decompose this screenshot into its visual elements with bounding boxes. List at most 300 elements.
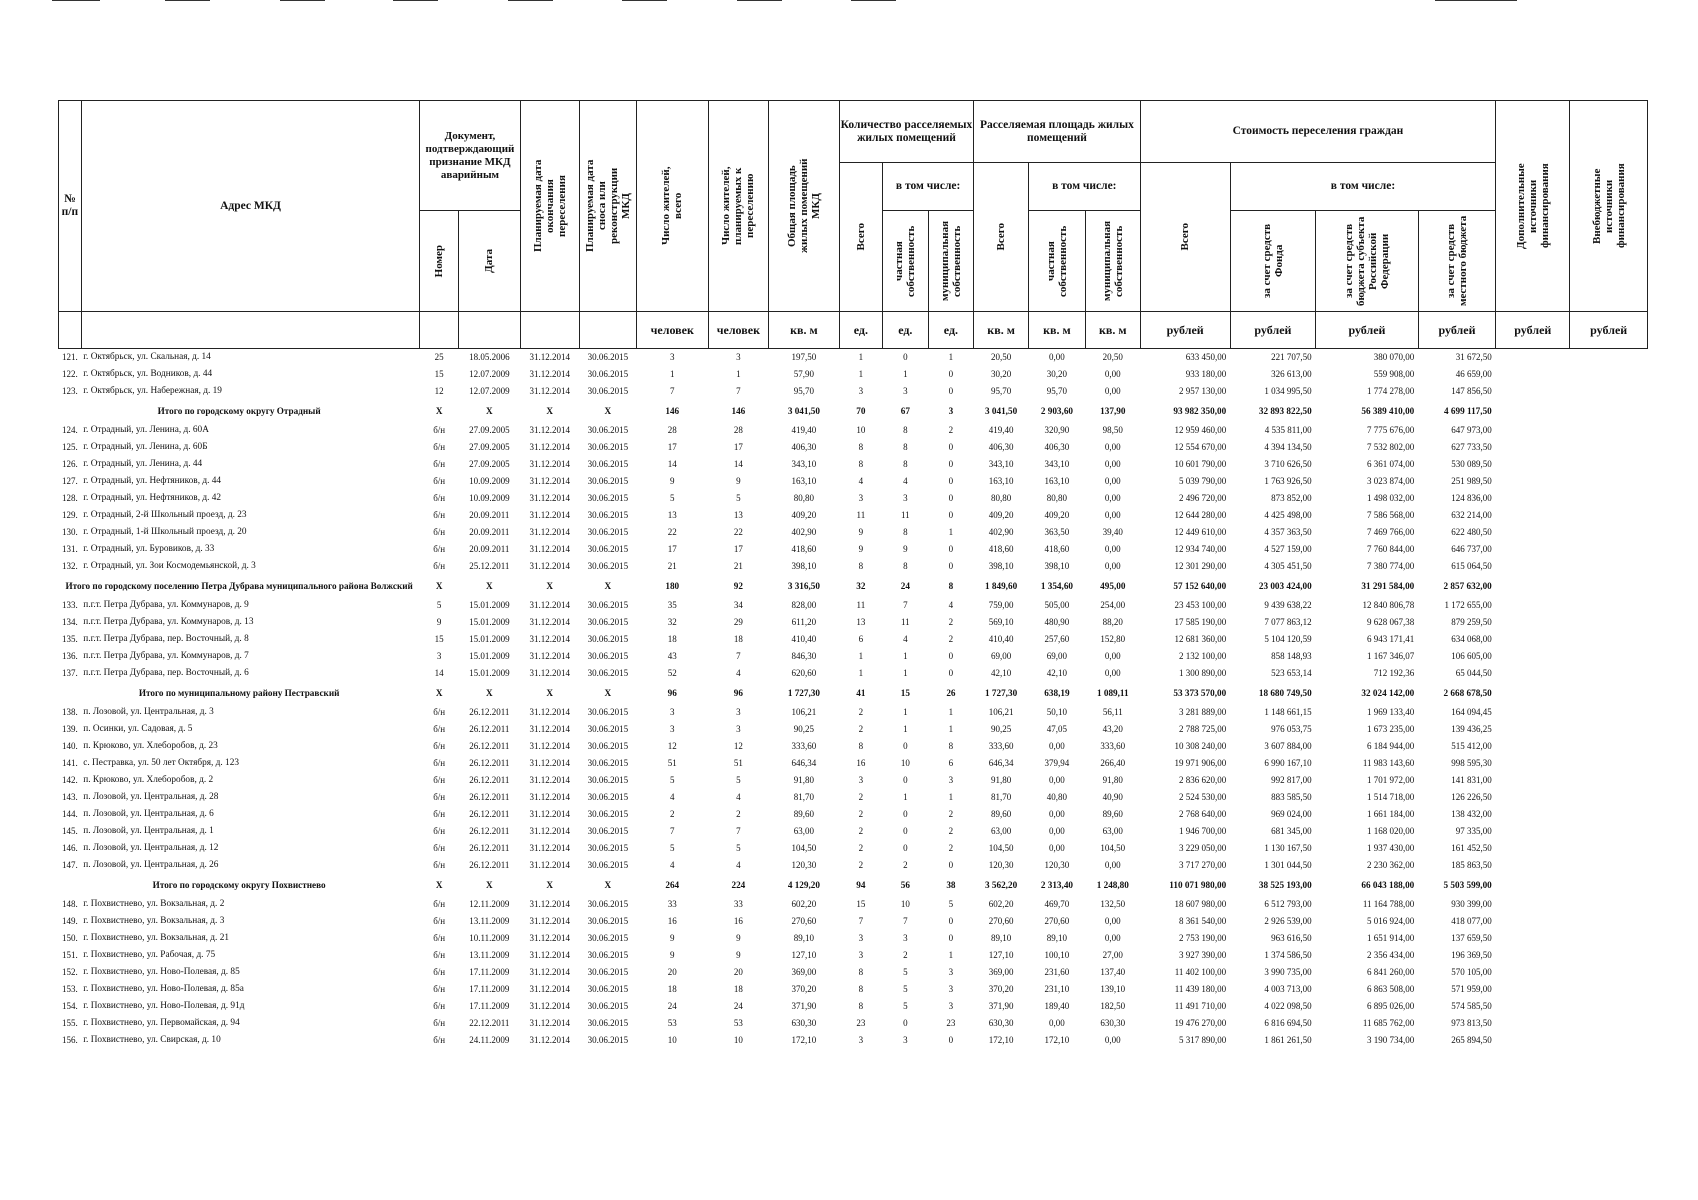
cell-sqm: 89,60 <box>1102 809 1123 819</box>
col-planned-demolition-header: Планируемая дата сноса или реконструкции МКД <box>583 159 632 253</box>
cell-cntm: 0 <box>948 916 954 926</box>
table-row <box>59 490 1648 507</box>
cell-cost: 17 585 190,00 <box>1174 617 1227 627</box>
cell-resp: 20 <box>733 967 743 977</box>
table-row <box>59 1032 1648 1049</box>
cell-cost: 57 152 640,00 <box>1173 580 1227 591</box>
cell-additional <box>1496 930 1570 947</box>
col-count-group-header: Количество расселяемых жилых помещений <box>839 101 974 163</box>
cell-end: 31.12.2014 <box>529 792 570 802</box>
cell-sqp: 120,30 <box>1044 860 1070 870</box>
cell-cntp: 8 <box>903 561 908 571</box>
cell-sqp: 89,10 <box>1046 933 1068 943</box>
cell-loc: 570 105,00 <box>1451 967 1492 977</box>
cell-num: 14 <box>434 668 444 678</box>
scan-mark <box>508 0 553 5</box>
cell-cost: 11 439 180,00 <box>1174 984 1227 994</box>
cell-loc: 615 064,50 <box>1451 561 1492 571</box>
cell-sq: 406,30 <box>988 442 1014 452</box>
cell-additional <box>1496 507 1570 524</box>
cell-subj: 11 685 762,00 <box>1362 1018 1415 1028</box>
cell-sq: 3 562,20 <box>985 879 1018 890</box>
cell-no: 122. <box>62 369 78 379</box>
cell-cntm: 0 <box>948 544 954 554</box>
table-row <box>59 738 1648 755</box>
cell-date: 15.01.2009 <box>469 617 510 627</box>
cell-date: 22.12.2011 <box>469 1018 510 1028</box>
cell-cnt: 2 <box>858 843 864 853</box>
cell-area: 81,70 <box>793 792 815 802</box>
cell-cost: 110 071 980,00 <box>1169 879 1227 890</box>
cell-additional <box>1496 541 1570 558</box>
cell-subj: 1 701 972,00 <box>1367 775 1415 785</box>
cell-sq: 398,10 <box>988 561 1014 571</box>
cell-fund: 2 926 539,00 <box>1264 916 1312 926</box>
cell-no: 138. <box>62 707 78 717</box>
cell-sqm: 88,20 <box>1102 617 1123 627</box>
cell-cnt: 3 <box>858 386 864 396</box>
cell-cntp: 0 <box>903 826 908 836</box>
cell-area: 611,20 <box>791 617 817 627</box>
cell-address: г. Похвистнево, ул. Ново-Полевая, д. 85а <box>83 984 244 994</box>
cell-end: 31.12.2014 <box>529 425 570 435</box>
cell-res: 43 <box>667 651 677 661</box>
cell-address: п. Лозовой, ул. Центральная, д. 28 <box>83 792 219 802</box>
cell-demo: 30.06.2015 <box>587 707 629 717</box>
cell-resp: 7 <box>736 651 741 661</box>
cell-cost: 1 946 700,00 <box>1178 826 1227 836</box>
cell-sqm: 0,00 <box>1104 561 1121 571</box>
cell-resp: 34 <box>733 600 743 610</box>
cell-no: 143. <box>62 792 78 802</box>
scan-mark <box>1435 0 1517 5</box>
cell-demo: X <box>604 687 612 698</box>
cell-address: п. Крюково, ул. Хлеборобов, д. 2 <box>83 775 214 785</box>
cell-cnt: 41 <box>856 687 866 698</box>
cell-end: 31.12.2014 <box>529 933 570 943</box>
cell-cost: 2 768 640,00 <box>1178 809 1227 819</box>
cell-cntm: 0 <box>948 668 954 678</box>
cell-extra-budget <box>1570 721 1648 738</box>
cell-cntm: 0 <box>948 459 954 469</box>
cell-num: б/н <box>433 476 446 486</box>
cell-num: б/н <box>433 527 446 537</box>
cell-resp: 4 <box>736 860 741 870</box>
cell-cntp: 0 <box>903 843 908 853</box>
cell-area: 828,00 <box>791 600 817 610</box>
cell-sqm: 139,10 <box>1100 984 1126 994</box>
cell-res: 264 <box>665 879 680 890</box>
cell-end: 31.12.2014 <box>529 741 570 751</box>
cell-cnt: 15 <box>856 899 866 909</box>
cell-loc: 634 068,00 <box>1451 634 1492 644</box>
cell-num: б/н <box>433 933 446 943</box>
cell-loc: 141 831,00 <box>1451 775 1492 785</box>
cell-sqp: 0,00 <box>1049 809 1065 819</box>
cell-extra-budget <box>1570 806 1648 823</box>
cell-loc: 124 836,00 <box>1451 493 1492 503</box>
col-count-municipal-header: муниципальная собственность <box>938 220 963 302</box>
cell-end: 31.12.2014 <box>529 476 570 486</box>
cell-extra-budget <box>1570 439 1648 456</box>
cell-subj: 1 969 133,40 <box>1367 707 1415 717</box>
cell-demo: 30.06.2015 <box>587 792 629 802</box>
cell-loc: 31 672,50 <box>1455 352 1492 362</box>
cell-loc: 106 605,00 <box>1451 651 1492 661</box>
cell-cntp: 1 <box>903 707 908 717</box>
cell-additional <box>1496 704 1570 721</box>
cell-date: 26.12.2011 <box>469 843 510 853</box>
cell-area: 410,40 <box>791 634 817 644</box>
cell-cntm: 26 <box>946 687 956 698</box>
cell-sqm: 630,30 <box>1100 1018 1126 1028</box>
cell-sqm: 254,00 <box>1100 600 1126 610</box>
col-no-header: № п/п <box>59 101 82 312</box>
cell-sq: 3 041,50 <box>985 405 1018 416</box>
cell-resp: 146 <box>731 405 746 416</box>
cell-demo: 30.06.2015 <box>587 933 629 943</box>
cell-subj: 5 016 924,00 <box>1367 916 1415 926</box>
cell-area: 369,00 <box>791 967 817 977</box>
table-row <box>59 1015 1648 1032</box>
cell-address: п. Лозовой, ул. Центральная, д. 3 <box>83 707 214 717</box>
cell-date: 26.12.2011 <box>469 792 510 802</box>
cell-date: 15.01.2009 <box>469 600 510 610</box>
cell-subj: 380 070,00 <box>1373 352 1415 362</box>
cell-additional <box>1496 366 1570 383</box>
cell-no: 123. <box>62 386 78 396</box>
cell-demo: 30.06.2015 <box>587 1035 629 1045</box>
cell-sqm: 0,00 <box>1104 442 1121 452</box>
subtotal-row <box>59 400 1648 422</box>
cell-loc: 973 813,50 <box>1451 1018 1492 1028</box>
cell-cntm: 3 <box>948 405 954 416</box>
cell-area: 91,80 <box>793 775 815 785</box>
cell-demo: 30.06.2015 <box>587 617 629 627</box>
cell-cntp: 0 <box>903 775 908 785</box>
cell-res: 5 <box>670 493 675 503</box>
cell-sq: 95,70 <box>990 386 1012 396</box>
cell-demo: 30.06.2015 <box>587 1001 629 1011</box>
cell-extra-budget <box>1570 665 1648 682</box>
cell-loc: 622 480,50 <box>1451 527 1492 537</box>
cell-additional <box>1496 682 1570 704</box>
cell-area: 270,60 <box>791 916 817 926</box>
cell-loc: 646 737,00 <box>1451 544 1492 554</box>
cell-cntm: 5 <box>948 899 954 909</box>
cell-resp: 9 <box>736 933 741 943</box>
cell-additional <box>1496 456 1570 473</box>
cell-area: 620,60 <box>791 668 817 678</box>
cell-sqp: 320,90 <box>1044 425 1070 435</box>
cell-subj: 3 190 734,00 <box>1367 1035 1415 1045</box>
cell-cntm: 0 <box>948 1035 954 1045</box>
cell-fund: 873 852,00 <box>1271 493 1312 503</box>
cell-loc: 998 595,30 <box>1451 758 1492 768</box>
cell-res: 3 <box>670 352 675 362</box>
cell-end: 31.12.2014 <box>529 617 570 627</box>
cell-cost: 12 644 280,00 <box>1174 510 1227 520</box>
cell-resp: 29 <box>733 617 743 627</box>
cell-cntp: 24 <box>900 580 910 591</box>
table-row <box>59 648 1648 665</box>
col-count-including-header: в том числе: <box>883 163 974 211</box>
cell-cntp: 56 <box>900 879 910 890</box>
cell-area: 89,10 <box>793 933 815 943</box>
cell-cnt: 2 <box>858 724 864 734</box>
cell-subj: 1 167 346,07 <box>1367 651 1415 661</box>
cell-cost: 3 229 050,00 <box>1178 843 1227 853</box>
cell-cost: 2 496 720,00 <box>1178 493 1227 503</box>
cell-no: 141. <box>62 758 78 768</box>
cell-res: 2 <box>670 809 675 819</box>
col-address-header: Адрес МКД <box>81 101 420 312</box>
cell-date: X <box>486 405 493 416</box>
unit-label: рублей <box>1140 312 1230 349</box>
cell-num: б/н <box>433 724 446 734</box>
cell-area: 163,10 <box>791 476 817 486</box>
cell-demo: 30.06.2015 <box>587 459 629 469</box>
cell-additional <box>1496 631 1570 648</box>
cell-cnt: 8 <box>858 442 864 452</box>
col-extra-budget-header: Внебюджетные источники финансирования <box>1590 163 1627 249</box>
cell-sqp: 1 354,60 <box>1040 580 1073 591</box>
cell-sq: 91,80 <box>990 775 1012 785</box>
cell-cost: 1 300 890,00 <box>1178 668 1227 678</box>
cell-sqp: 0,00 <box>1049 352 1065 362</box>
col-planned-end-header: Планируемая дата окончания переселения <box>531 159 568 253</box>
cell-sqp: 257,60 <box>1044 634 1070 644</box>
cell-no: 151. <box>62 950 78 960</box>
cell-subj: 9 628 067,38 <box>1367 617 1415 627</box>
col-area-private-header: частная собственность <box>1044 225 1069 297</box>
cell-area: 197,50 <box>791 352 817 362</box>
cell-cntp: 11 <box>900 617 910 627</box>
cell-address: г. Похвистнево, ул. Вокзальная, д. 21 <box>83 933 229 943</box>
cell-num: б/н <box>433 544 446 554</box>
cell-res: 28 <box>667 425 677 435</box>
cell-additional <box>1496 840 1570 857</box>
col-additional-header: Дополнительные источники финансирования <box>1514 163 1551 249</box>
cell-cost: 19 476 270,00 <box>1174 1018 1227 1028</box>
cell-res: 52 <box>667 668 677 678</box>
cell-num: б/н <box>433 1001 446 1011</box>
cell-demo: 30.06.2015 <box>587 1018 629 1028</box>
cell-date: 12.07.2009 <box>469 386 510 396</box>
cell-sqp: 100,10 <box>1044 950 1070 960</box>
cell-resp: 28 <box>733 425 743 435</box>
cell-loc: 930 399,00 <box>1451 899 1492 909</box>
cell-address: Итого по городскому округу Отрадный <box>157 406 321 416</box>
cell-cnt: 8 <box>858 741 864 751</box>
cell-sqm: 266,40 <box>1100 758 1126 768</box>
cell-sqp: 189,40 <box>1044 1001 1070 1011</box>
cell-extra-budget <box>1570 1032 1648 1049</box>
cell-resp: 17 <box>733 442 743 452</box>
table-row <box>59 631 1648 648</box>
cell-loc: 1 172 655,00 <box>1444 600 1492 610</box>
cell-resp: 4 <box>736 792 741 802</box>
cell-sqp: 163,10 <box>1044 476 1070 486</box>
cell-resp: 21 <box>733 561 743 571</box>
cell-date: 26.12.2011 <box>469 758 510 768</box>
cell-date: X <box>486 580 493 591</box>
cell-date: 12.11.2009 <box>469 899 510 909</box>
cell-date: 17.11.2009 <box>469 1001 510 1011</box>
cell-cnt: 11 <box>856 600 866 610</box>
cell-loc: 879 259,50 <box>1451 617 1492 627</box>
cell-extra-budget <box>1570 366 1648 383</box>
cell-loc: 46 659,00 <box>1455 369 1492 379</box>
cell-cntp: 4 <box>903 634 908 644</box>
cell-resp: 16 <box>733 916 743 926</box>
cell-cost: 12 554 670,00 <box>1174 442 1227 452</box>
unit-label: кв. м <box>1028 312 1085 349</box>
cell-res: 51 <box>667 758 677 768</box>
cell-address: г. Похвистнево, ул. Вокзальная, д. 2 <box>83 899 225 909</box>
cell-fund: 9 439 638,22 <box>1264 600 1312 610</box>
cell-cntm: 1 <box>948 724 954 734</box>
col-area-municipal-header: муниципальная собственность <box>1100 220 1125 302</box>
cell-additional <box>1496 1015 1570 1032</box>
cell-area: 409,20 <box>791 510 817 520</box>
cell-extra-budget <box>1570 422 1648 439</box>
cell-res: 32 <box>667 617 677 627</box>
cell-loc: 5 503 599,00 <box>1443 879 1492 890</box>
cell-sqm: 1 248,80 <box>1096 879 1129 890</box>
cell-sqm: 137,40 <box>1100 967 1126 977</box>
cell-cost: 2 753 190,00 <box>1178 933 1227 943</box>
cell-cost: 10 601 790,00 <box>1174 459 1227 469</box>
table-row <box>59 840 1648 857</box>
cell-cnt: 6 <box>858 634 864 644</box>
cell-cntm: 0 <box>948 386 954 396</box>
cell-address: Итого по городскому округу Похвистнево <box>152 880 326 890</box>
cell-cntm: 1 <box>948 707 954 717</box>
cell-demo: 30.06.2015 <box>587 809 629 819</box>
cell-additional <box>1496 998 1570 1015</box>
cell-fund: 3 710 626,50 <box>1264 459 1312 469</box>
cell-extra-budget <box>1570 400 1648 422</box>
cell-loc: 126 226,50 <box>1451 792 1492 802</box>
cell-subj: 1 514 718,00 <box>1367 792 1415 802</box>
cell-loc: 97 335,00 <box>1455 826 1492 836</box>
cell-cntm: 1 <box>948 352 954 362</box>
cell-sq: 69,00 <box>990 651 1012 661</box>
cell-res: 17 <box>667 544 677 554</box>
cell-fund: 4 022 098,50 <box>1264 1001 1312 1011</box>
col-local-budget-header: за счет средств местного бюджета <box>1445 215 1469 307</box>
cell-area: 104,50 <box>791 843 817 853</box>
cell-cntp: 8 <box>903 442 908 452</box>
cell-area: 4 129,20 <box>787 879 820 890</box>
cell-no: 140. <box>62 741 78 751</box>
cell-extra-budget <box>1570 541 1648 558</box>
cell-resp: 3 <box>736 724 741 734</box>
cell-address: г. Отрадный, ул. Нефтяников, д. 44 <box>83 476 222 486</box>
cell-date: 26.12.2011 <box>469 826 510 836</box>
cell-additional <box>1496 524 1570 541</box>
cell-cntm: 1 <box>948 792 954 802</box>
col-area-total-header: Всего <box>995 223 1008 251</box>
cell-additional <box>1496 772 1570 789</box>
cell-subj: 1 661 184,00 <box>1367 809 1415 819</box>
cell-demo: 30.06.2015 <box>587 984 629 994</box>
cell-sq: 371,90 <box>988 1001 1014 1011</box>
cell-resp: 224 <box>731 879 746 890</box>
cell-sq: 80,80 <box>990 493 1012 503</box>
cell-date: 26.12.2011 <box>469 860 510 870</box>
cell-additional <box>1496 648 1570 665</box>
cell-additional <box>1496 1032 1570 1049</box>
cell-date: 18.05.2006 <box>469 352 510 362</box>
cell-end: 31.12.2014 <box>529 707 570 717</box>
cell-address: п. Лозовой, ул. Центральная, д. 26 <box>83 860 219 870</box>
cell-sqm: 152,80 <box>1100 634 1126 644</box>
cell-cntp: 1 <box>903 724 908 734</box>
cell-cost: 2 957 130,00 <box>1178 386 1227 396</box>
cell-no: 129. <box>62 510 78 520</box>
cell-sqm: 0,00 <box>1104 651 1121 661</box>
cell-num: б/н <box>433 741 446 751</box>
cell-loc: 138 432,00 <box>1451 809 1492 819</box>
cell-fund: 221 707,50 <box>1271 352 1312 362</box>
cell-no: 149. <box>62 916 78 926</box>
cell-num: б/н <box>433 459 446 469</box>
cell-demo: 30.06.2015 <box>587 899 629 909</box>
cell-date: 10.11.2009 <box>469 933 510 943</box>
table-row <box>59 806 1648 823</box>
cell-sqm: 0,00 <box>1104 916 1121 926</box>
cell-cntp: 7 <box>903 600 908 610</box>
cell-sq: 63,00 <box>990 826 1012 836</box>
cell-cntm: 3 <box>948 967 954 977</box>
cell-fund: 523 653,14 <box>1271 668 1312 678</box>
cell-cost: 633 450,00 <box>1185 352 1227 362</box>
cell-resp: 12 <box>733 741 743 751</box>
cell-fund: 6 990 167,10 <box>1264 758 1312 768</box>
cell-resp: 13 <box>733 510 743 520</box>
cell-cntp: 0 <box>903 352 908 362</box>
table-row <box>59 597 1648 614</box>
cell-date: 17.11.2009 <box>469 984 510 994</box>
cell-cntm: 0 <box>948 476 954 486</box>
cell-end: 31.12.2014 <box>529 544 570 554</box>
cell-resp: 14 <box>733 459 743 469</box>
cell-fund: 4 305 451,50 <box>1264 561 1312 571</box>
cell-cnt: 8 <box>858 984 864 994</box>
cell-subj: 6 361 074,00 <box>1367 459 1415 469</box>
table-row <box>59 789 1648 806</box>
cell-area: 402,90 <box>791 527 817 537</box>
cell-address: п.г.т. Петра Дубрава, пер. Восточный, д. 8 <box>83 634 249 644</box>
cell-sqm: 1 089,11 <box>1096 687 1129 698</box>
cell-loc: 574 585,50 <box>1451 1001 1492 1011</box>
cell-cntp: 1 <box>903 369 908 379</box>
unit-label: ед. <box>839 312 882 349</box>
col-count-private-header: частная собственность <box>893 225 918 297</box>
cell-sq: 127,10 <box>988 950 1014 960</box>
cell-extra-budget <box>1570 490 1648 507</box>
cell-extra-budget <box>1570 823 1648 840</box>
cell-date: 26.12.2011 <box>469 775 510 785</box>
cell-extra-budget <box>1570 631 1648 648</box>
cell-sqm: 0,00 <box>1104 668 1121 678</box>
table-row <box>59 524 1648 541</box>
cell-address: с. Пестравка, ул. 50 лет Октября, д. 123 <box>83 758 239 768</box>
cell-num: б/н <box>433 809 446 819</box>
cell-demo: 30.06.2015 <box>587 741 629 751</box>
